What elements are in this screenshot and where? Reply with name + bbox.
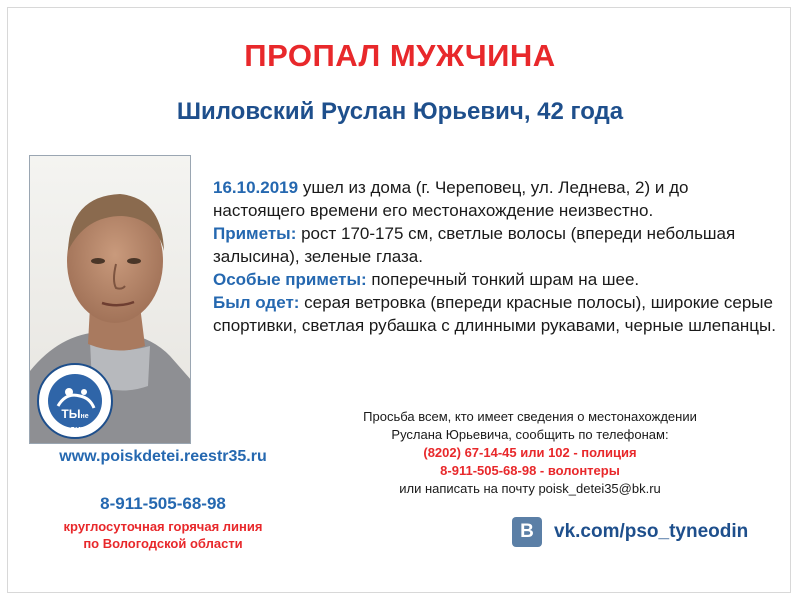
clothes-label: Был одет: [213, 293, 300, 312]
vk-contact[interactable] [512, 517, 748, 547]
disappearance-details: ушел из дома (г. Череповец, ул. Леднева, 2) и до настоящего времени его местонахождение неизвестно. [213, 178, 689, 220]
website-link[interactable]: www.poiskdetei.reestr35.ru [59, 448, 267, 465]
hotline-line-1: круглосуточная горячая линия [63, 519, 263, 534]
special-signs-paragraph [213, 268, 783, 291]
clothes-paragraph [213, 291, 783, 337]
organization-badge [36, 362, 114, 440]
signs-label: Приметы: [213, 224, 297, 243]
volunteers-phone[interactable]: 8-911-505-68-98 - волонтеры [440, 463, 620, 478]
vk-link[interactable]: vk.com/pso_tyneodin [554, 521, 749, 542]
signs-text: рост 170-175 см, светлые волосы (впереди небольшая залысина), зеленые глаза. [213, 224, 736, 266]
badge-brand-bottom: ОДИН [63, 426, 87, 435]
disappearance-date: 16.10.2019 [213, 178, 299, 197]
hotline-phone[interactable]: 8-911-505-68-98 [100, 494, 226, 513]
badge-brand-top: ТЫ [61, 407, 81, 421]
request-line-1: Просьба всем, кто имеет сведения о местонахождении [363, 409, 697, 424]
hotline-caption [18, 518, 308, 552]
special-signs-text: поперечный тонкий шрам на шее. [366, 270, 640, 289]
email-line[interactable]: или написать на почту poisk_detei35@bk.ru [399, 481, 661, 496]
person-name: Шиловский Руслан Юрьевич, 42 года [176, 98, 624, 125]
special-signs-label: Особые приметы: [213, 270, 367, 289]
clothes-text: серая ветровка (впереди красные полосы), широкие серые спортивки, светлая рубашка с длинными рукавами, черные шлепанцы. [213, 293, 776, 335]
left-contacts [18, 448, 308, 552]
description [213, 176, 783, 337]
person-photo [29, 155, 191, 444]
vk-logo-icon: B [512, 517, 542, 547]
contact-request [310, 408, 750, 498]
request-line-2: Руслана Юрьевича, сообщить по телефонам: [391, 427, 669, 442]
signs-paragraph [213, 222, 783, 268]
police-phone[interactable]: (8202) 67-14-45 или 102 - полиция [423, 445, 637, 460]
hotline-line-2: по Вологодской области [83, 536, 243, 551]
badge-brand-small: не [80, 413, 89, 420]
page-title: ПРОПАЛ МУЖЧИНА [244, 38, 556, 73]
description-first-paragraph [213, 176, 783, 222]
